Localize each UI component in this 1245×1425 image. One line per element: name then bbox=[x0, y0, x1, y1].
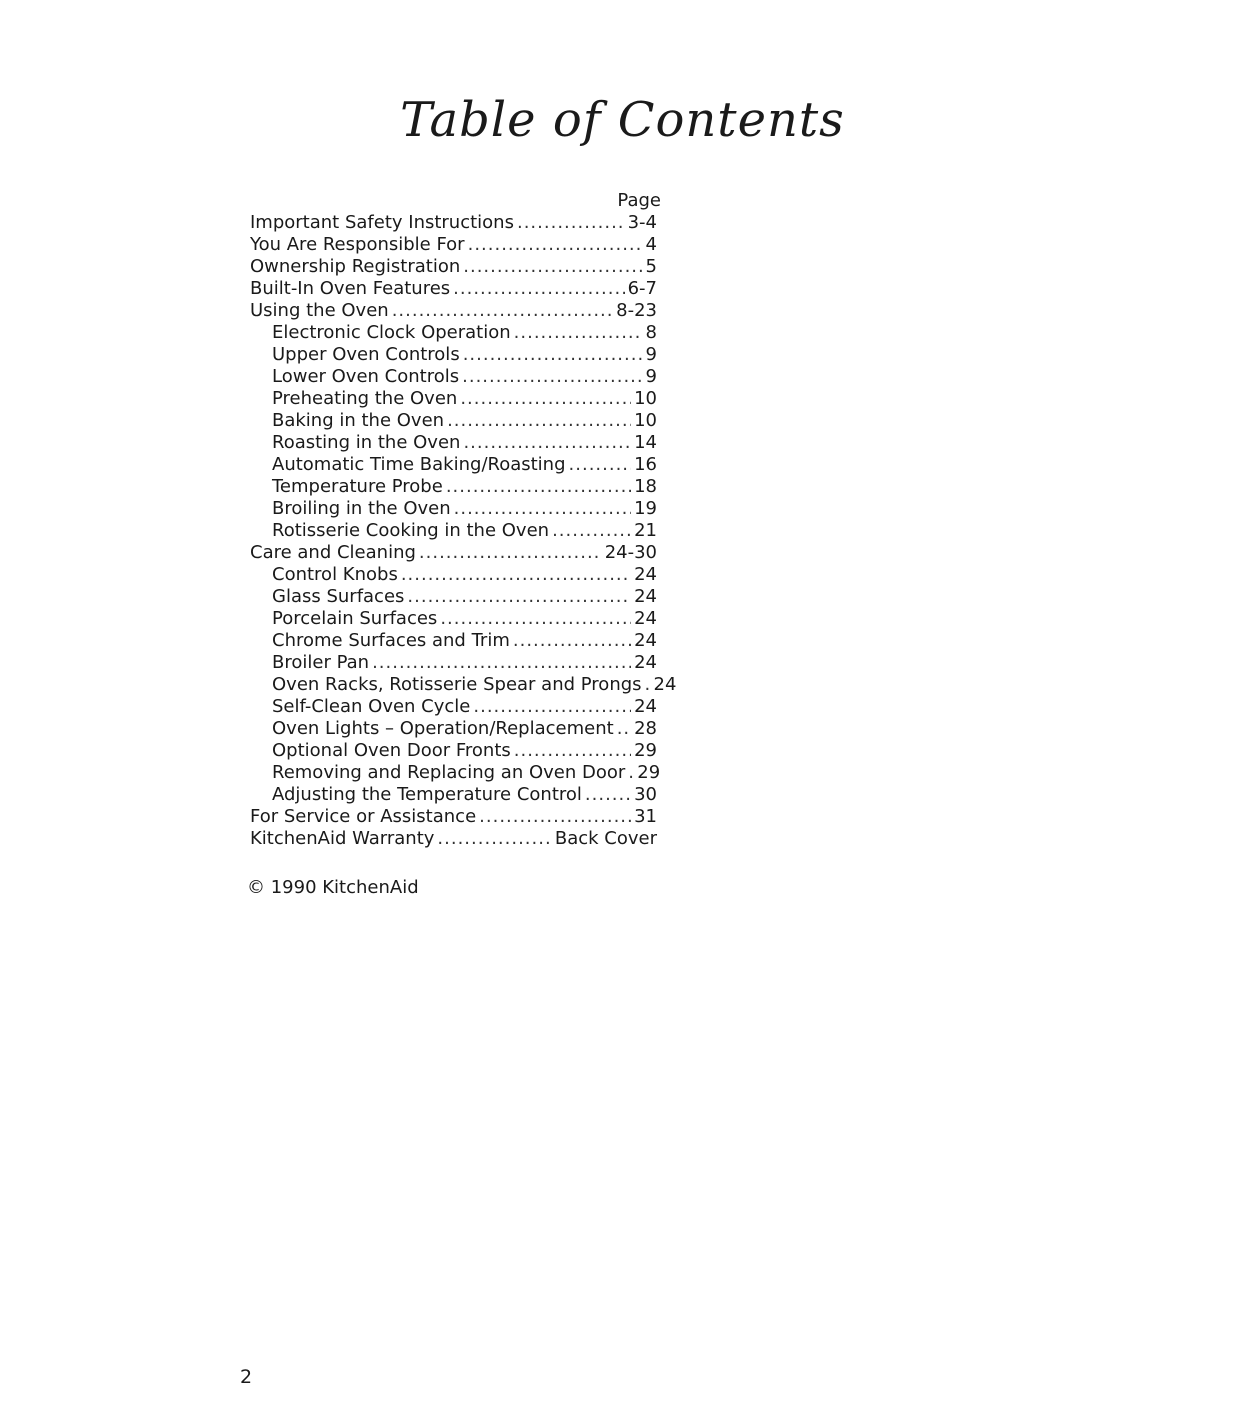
toc-entry bbox=[240, 630, 665, 652]
dot-leader bbox=[569, 454, 632, 476]
toc-entry bbox=[240, 520, 665, 542]
page-column-header: Page bbox=[617, 190, 661, 211]
toc-entry bbox=[240, 410, 665, 432]
toc-entry-label: Upper Oven Controls bbox=[272, 344, 460, 365]
toc-entry-page: 9 bbox=[645, 344, 657, 365]
toc-entry bbox=[240, 476, 665, 498]
dot-leader bbox=[463, 432, 631, 454]
toc-entry-page: 6-7 bbox=[627, 278, 657, 299]
toc-entry-list bbox=[240, 212, 677, 850]
toc-entry bbox=[240, 806, 665, 828]
toc-entry-page: 24-30 bbox=[604, 542, 657, 563]
dot-leader bbox=[453, 278, 624, 300]
dot-leader bbox=[585, 784, 631, 806]
toc-entry-page: 8 bbox=[645, 322, 657, 343]
toc-entry bbox=[240, 344, 665, 366]
toc-entry-page: 8-23 bbox=[616, 300, 657, 321]
dot-leader bbox=[463, 256, 642, 278]
toc-entry bbox=[240, 828, 665, 850]
toc-entry-label: Oven Lights – Operation/Replacement bbox=[272, 718, 614, 739]
toc-entry-label: Important Safety Instructions bbox=[250, 212, 514, 233]
toc-entry-label: Built-In Oven Features bbox=[250, 278, 451, 299]
toc-entry-label: Ownership Registration bbox=[250, 256, 461, 277]
dot-leader bbox=[479, 806, 631, 828]
toc-entry-label: Glass Surfaces bbox=[272, 586, 405, 607]
toc-entry bbox=[240, 762, 665, 784]
toc-entry-page: 29 bbox=[637, 762, 661, 783]
toc-entry-page: 21 bbox=[634, 520, 657, 541]
toc-entry-page: 19 bbox=[634, 498, 657, 519]
dot-leader bbox=[440, 608, 631, 630]
toc-entry-page: 31 bbox=[634, 806, 657, 827]
toc-entry-label: Roasting in the Oven bbox=[272, 432, 461, 453]
dot-leader bbox=[407, 586, 631, 608]
toc-entry bbox=[240, 784, 665, 806]
toc-entry-page: 24 bbox=[634, 630, 657, 651]
table-of-contents bbox=[240, 190, 677, 850]
toc-entry-label: You Are Responsible For bbox=[250, 234, 465, 255]
page-number: 2 bbox=[240, 1366, 253, 1388]
dot-leader bbox=[460, 388, 631, 410]
toc-entry-label: Self-Clean Oven Cycle bbox=[272, 696, 471, 717]
dot-leader bbox=[446, 476, 631, 498]
dot-leader bbox=[514, 740, 631, 762]
toc-entry-label: Preheating the Oven bbox=[272, 388, 458, 409]
dot-leader bbox=[628, 762, 634, 784]
toc-entry-label: Care and Cleaning bbox=[250, 542, 416, 563]
dot-leader bbox=[463, 344, 643, 366]
dot-leader bbox=[514, 322, 643, 344]
toc-entry bbox=[240, 300, 665, 322]
toc-entry-label: Adjusting the Temperature Control bbox=[272, 784, 582, 805]
toc-entry-label: Using the Oven bbox=[250, 300, 389, 321]
toc-entry bbox=[240, 432, 665, 454]
toc-entry bbox=[240, 234, 665, 256]
toc-entry-page: 10 bbox=[634, 388, 657, 409]
toc-entry bbox=[240, 256, 665, 278]
toc-entry-label: Control Knobs bbox=[272, 564, 398, 585]
toc-entry bbox=[240, 542, 665, 564]
toc-entry-label: Baking in the Oven bbox=[272, 410, 445, 431]
toc-entry-label: Broiling in the Oven bbox=[272, 498, 451, 519]
dot-leader bbox=[617, 718, 631, 740]
toc-entry bbox=[240, 322, 665, 344]
toc-entry-label: Removing and Replacing an Oven Door bbox=[272, 762, 626, 783]
toc-entry-label: Lower Oven Controls bbox=[272, 366, 460, 387]
toc-entry bbox=[240, 366, 665, 388]
toc-entry-page: 28 bbox=[634, 718, 657, 739]
copyright-notice: © 1990 KitchenAid bbox=[247, 877, 419, 898]
toc-entry bbox=[240, 498, 665, 520]
dot-leader bbox=[419, 542, 602, 564]
dot-leader bbox=[552, 520, 631, 542]
toc-entry-label: Chrome Surfaces and Trim bbox=[272, 630, 510, 651]
page-title: Table of Contents bbox=[400, 92, 845, 148]
toc-entry-page: 10 bbox=[634, 410, 657, 431]
toc-entry bbox=[240, 388, 665, 410]
toc-entry bbox=[240, 740, 665, 762]
toc-entry-page: 24 bbox=[634, 564, 657, 585]
toc-entry-page: 24 bbox=[653, 674, 677, 695]
toc-entry-label: Optional Oven Door Fronts bbox=[272, 740, 511, 761]
toc-entry-label: For Service or Assistance bbox=[250, 806, 477, 827]
toc-entry-label: Porcelain Surfaces bbox=[272, 608, 438, 629]
toc-entry-label: Electronic Clock Operation bbox=[272, 322, 511, 343]
toc-entry bbox=[240, 608, 665, 630]
toc-entry-label: Temperature Probe bbox=[272, 476, 443, 497]
dot-leader bbox=[468, 234, 643, 256]
dot-leader bbox=[517, 212, 625, 234]
toc-entry-label: Rotisserie Cooking in the Oven bbox=[272, 520, 550, 541]
toc-entry bbox=[240, 652, 665, 674]
toc-entry-page: 9 bbox=[645, 366, 657, 387]
dot-leader bbox=[645, 674, 651, 696]
dot-leader bbox=[454, 498, 631, 520]
toc-entry bbox=[240, 718, 665, 740]
toc-entry-page: 24 bbox=[634, 586, 657, 607]
dot-leader bbox=[473, 696, 631, 718]
toc-entry bbox=[240, 696, 665, 718]
toc-entry bbox=[240, 454, 665, 476]
toc-entry bbox=[240, 586, 665, 608]
toc-entry-page: 3-4 bbox=[627, 212, 657, 233]
toc-entry-label: Automatic Time Baking/Roasting bbox=[272, 454, 566, 475]
dot-leader bbox=[462, 366, 642, 388]
toc-entry-page: 5 bbox=[645, 256, 657, 277]
toc-entry-page: 18 bbox=[634, 476, 657, 497]
dot-leader bbox=[437, 828, 551, 850]
toc-entry bbox=[240, 212, 665, 234]
toc-entry-page: 24 bbox=[634, 652, 657, 673]
toc-entry-page: 29 bbox=[634, 740, 657, 761]
dot-leader bbox=[372, 652, 631, 674]
toc-entry-page: 16 bbox=[634, 454, 657, 475]
dot-leader bbox=[392, 300, 613, 322]
dot-leader bbox=[401, 564, 631, 586]
toc-entry-page: 24 bbox=[634, 696, 657, 717]
toc-entry-label: Broiler Pan bbox=[272, 652, 370, 673]
dot-leader bbox=[513, 630, 631, 652]
toc-entry-page: 30 bbox=[634, 784, 657, 805]
toc-entry-page: 4 bbox=[645, 234, 657, 255]
toc-entry-page: Back Cover bbox=[554, 828, 657, 849]
toc-entry-page: 24 bbox=[634, 608, 657, 629]
toc-entry bbox=[240, 278, 665, 300]
toc-entry-label: Oven Racks, Rotisserie Spear and Prongs bbox=[272, 674, 642, 695]
toc-entry bbox=[240, 564, 665, 586]
toc-entry bbox=[240, 674, 677, 696]
toc-entry-label: KitchenAid Warranty bbox=[250, 828, 435, 849]
toc-entry-page: 14 bbox=[634, 432, 657, 453]
dot-leader bbox=[447, 410, 631, 432]
